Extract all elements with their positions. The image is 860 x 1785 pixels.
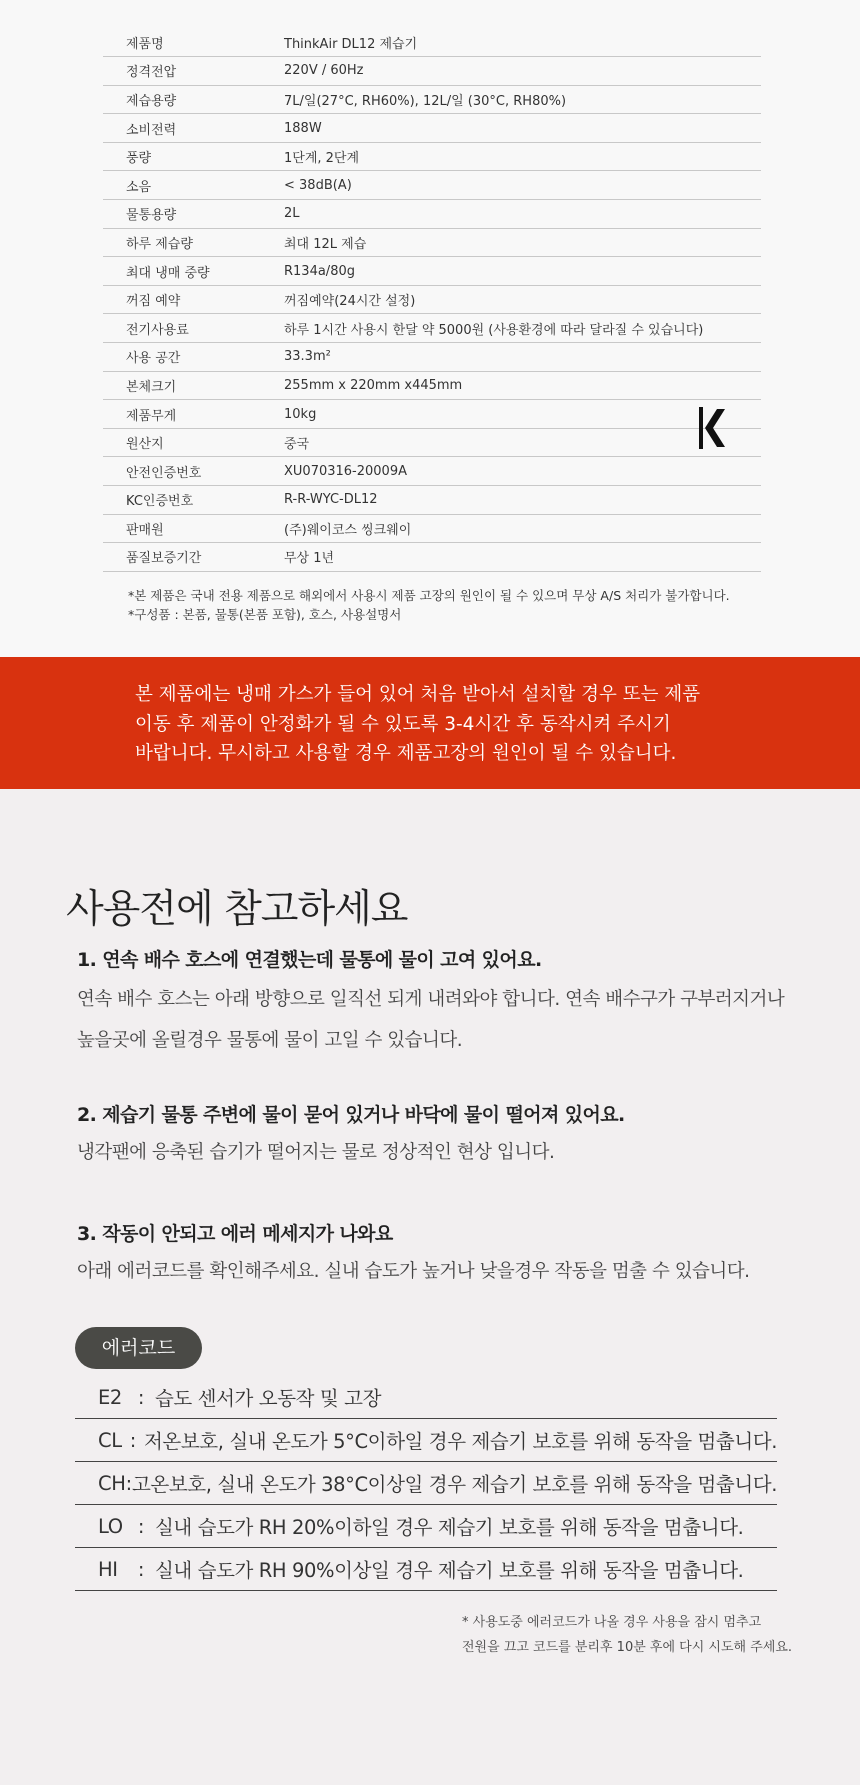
error-code-description: 저온보호, 실내 온도가 5°C이하일 경우 제습기 보호를 위해 동작을 멈춥니다. (143, 1430, 777, 1453)
error-code-separator: : (129, 1428, 136, 1452)
error-code-footnote (462, 1610, 792, 1660)
spec-value: 255mm x 220mm x445mm (284, 371, 761, 400)
spec-section (0, 0, 860, 657)
spec-value: 1단계, 2단계 (284, 142, 761, 171)
spec-label: 제품무게 (103, 400, 284, 429)
spec-value: 최대 12L 제습 (284, 228, 761, 257)
note-body-line: 높을곳에 올릴경우 물통에 물이 고일 수 있습니다. (77, 1030, 463, 1051)
note-title: 3. 작동이 안되고 에러 메세지가 나와요 (77, 1223, 393, 1245)
error-code-description: 고온보호, 실내 온도가 38°C이상일 경우 제습기 보호를 위해 동작을 멈춥니다. (131, 1473, 777, 1496)
note-title: 1. 연속 배수 호스에 연결했는데 물통에 물이 고여 있어요. (77, 949, 542, 971)
spec-row (103, 428, 761, 457)
spec-row (103, 343, 761, 372)
warning-line: 이동 후 제품이 안정화가 될 수 있도록 3-4시간 후 동작시켜 주시기 (135, 713, 671, 735)
spec-value: R134a/80g (284, 257, 761, 286)
spec-value: 하루 1시간 사용시 한달 약 5000원 (사용환경에 따라 달라질 수 있습니다) (284, 314, 761, 343)
spec-label: 최대 냉매 중량 (103, 257, 284, 286)
footnote-line: 전원을 끄고 코드를 분리후 10분 후에 다시 시도해 주세요. (462, 1640, 793, 1655)
spec-row (103, 228, 761, 257)
spec-row (103, 400, 761, 429)
spec-value: R-R-WYC-DL12 (284, 486, 761, 515)
error-code: CL (98, 1428, 122, 1452)
error-code-row (75, 1462, 777, 1505)
spec-label: 정격전압 (103, 57, 284, 86)
error-code-separator: : (125, 1471, 132, 1495)
spec-row (103, 486, 761, 515)
error-code-description: 실내 습도가 RH 20%이하일 경우 제습기 보호를 위해 동작을 멈춥니다. (155, 1516, 744, 1539)
refrigerant-warning-banner (0, 657, 860, 789)
spec-row (103, 28, 761, 57)
spec-label: 본체크기 (103, 371, 284, 400)
spec-value: 중국 (284, 428, 761, 457)
warning-line: 본 제품에는 냉매 가스가 들어 있어 처음 받아서 설치할 경우 또는 제품 (135, 684, 701, 705)
note-body-line: 냉각팬에 응축된 습기가 떨어지는 물로 정상적인 현상 입니다. (77, 1142, 555, 1163)
spec-value: (주)웨이코스 씽크웨이 (284, 514, 761, 543)
error-code-pill: 에러코드 (75, 1327, 202, 1369)
error-code-row (75, 1548, 777, 1591)
error-code-description: 습도 센서가 오동작 및 고장 (155, 1387, 382, 1410)
spec-label: 하루 제습량 (103, 228, 284, 257)
note-body (77, 1251, 750, 1292)
kc-certification-mark (697, 405, 727, 451)
spec-label: 제습용량 (103, 85, 284, 114)
spec-label: 사용 공간 (103, 343, 284, 372)
spec-value: ThinkAir DL12 제습기 (284, 28, 761, 57)
note-body (77, 979, 784, 1061)
spec-row (103, 200, 761, 229)
error-code-separator: : (137, 1557, 145, 1581)
spec-note-line: *구성품 : 본품, 물통(본품 포함), 호스, 사용설명서 (128, 607, 402, 622)
spec-row (103, 514, 761, 543)
spec-row (103, 57, 761, 86)
spec-label: 품질보증기간 (103, 543, 284, 572)
spec-row (103, 457, 761, 486)
spec-label: 안전인증번호 (103, 457, 284, 486)
error-code-row (75, 1376, 777, 1419)
section-heading: 사용전에 참고하세요 (66, 887, 408, 932)
error-code-separator: : (137, 1385, 145, 1409)
spec-label: 전기사용료 (103, 314, 284, 343)
spec-row (103, 543, 761, 572)
warning-line: 바랍니다. 무시하고 사용할 경우 제품고장의 원인이 될 수 있습니다. (135, 743, 677, 764)
spec-note-line: *본 제품은 국내 전용 제품으로 해외에서 사용시 제품 고장의 원인이 될 수 있으며 무상 A/S 처리가 불가합니다. (128, 588, 730, 603)
spec-value: < 38dB(A) (284, 171, 761, 200)
note-body (77, 1132, 554, 1173)
spec-label: 꺼짐 예약 (103, 285, 284, 314)
spec-label: 원산지 (103, 428, 284, 457)
error-code: E2 (98, 1385, 122, 1409)
spec-label: 소비전력 (103, 114, 284, 143)
spec-value: 220V / 60Hz (284, 57, 761, 86)
spec-label: 소음 (103, 171, 284, 200)
spec-label: 제품명 (103, 28, 284, 57)
error-code-separator: : (137, 1514, 145, 1538)
spec-value: 7L/일(27°C, RH60%), 12L/일 (30°C, RH80%) (284, 85, 761, 114)
spec-label: 판매원 (103, 514, 284, 543)
spec-table (103, 28, 761, 572)
spec-row (103, 85, 761, 114)
spec-value: 2L (284, 200, 761, 229)
error-code: HI (98, 1557, 118, 1581)
warning-text (135, 680, 775, 769)
spec-row (103, 257, 761, 286)
error-code-row (75, 1505, 777, 1548)
spec-notes (128, 586, 730, 624)
note-body-line: 연속 배수 호스는 아래 방향으로 일직선 되게 내려와야 합니다. 연속 배수구가 구부러지거나 (77, 989, 785, 1010)
spec-row (103, 142, 761, 171)
spec-row (103, 314, 761, 343)
spec-value: 꺼짐예약(24시간 설정) (284, 285, 761, 314)
error-code: LO (98, 1514, 123, 1538)
spec-value: 10kg (284, 400, 761, 429)
note-title: 2. 제습기 물통 주변에 물이 묻어 있거나 바닥에 물이 떨어져 있어요. (77, 1104, 625, 1126)
spec-value: 무상 1년 (284, 543, 761, 572)
spec-row (103, 371, 761, 400)
spec-row (103, 114, 761, 143)
footnote-line: * 사용도중 에러코드가 나올 경우 사용을 잠시 멈추고 (462, 1615, 762, 1630)
spec-label: 풍량 (103, 142, 284, 171)
note-body-line: 아래 에러코드를 확인해주세요. 실내 습도가 높거나 낮을경우 작동을 멈출 수 있습니다. (77, 1261, 750, 1282)
spec-value: 33.3m² (284, 343, 761, 372)
spec-label: KC인증번호 (103, 486, 284, 515)
spec-label: 물통용량 (103, 200, 284, 229)
error-code-row (75, 1419, 777, 1462)
spec-row (103, 171, 761, 200)
spec-value: XU070316-20009A (284, 457, 761, 486)
error-code-description: 실내 습도가 RH 90%이상일 경우 제습기 보호를 위해 동작을 멈춥니다. (155, 1559, 744, 1582)
spec-row (103, 285, 761, 314)
error-code-list (75, 1376, 777, 1591)
error-code: CH (98, 1471, 126, 1495)
spec-value: 188W (284, 114, 761, 143)
